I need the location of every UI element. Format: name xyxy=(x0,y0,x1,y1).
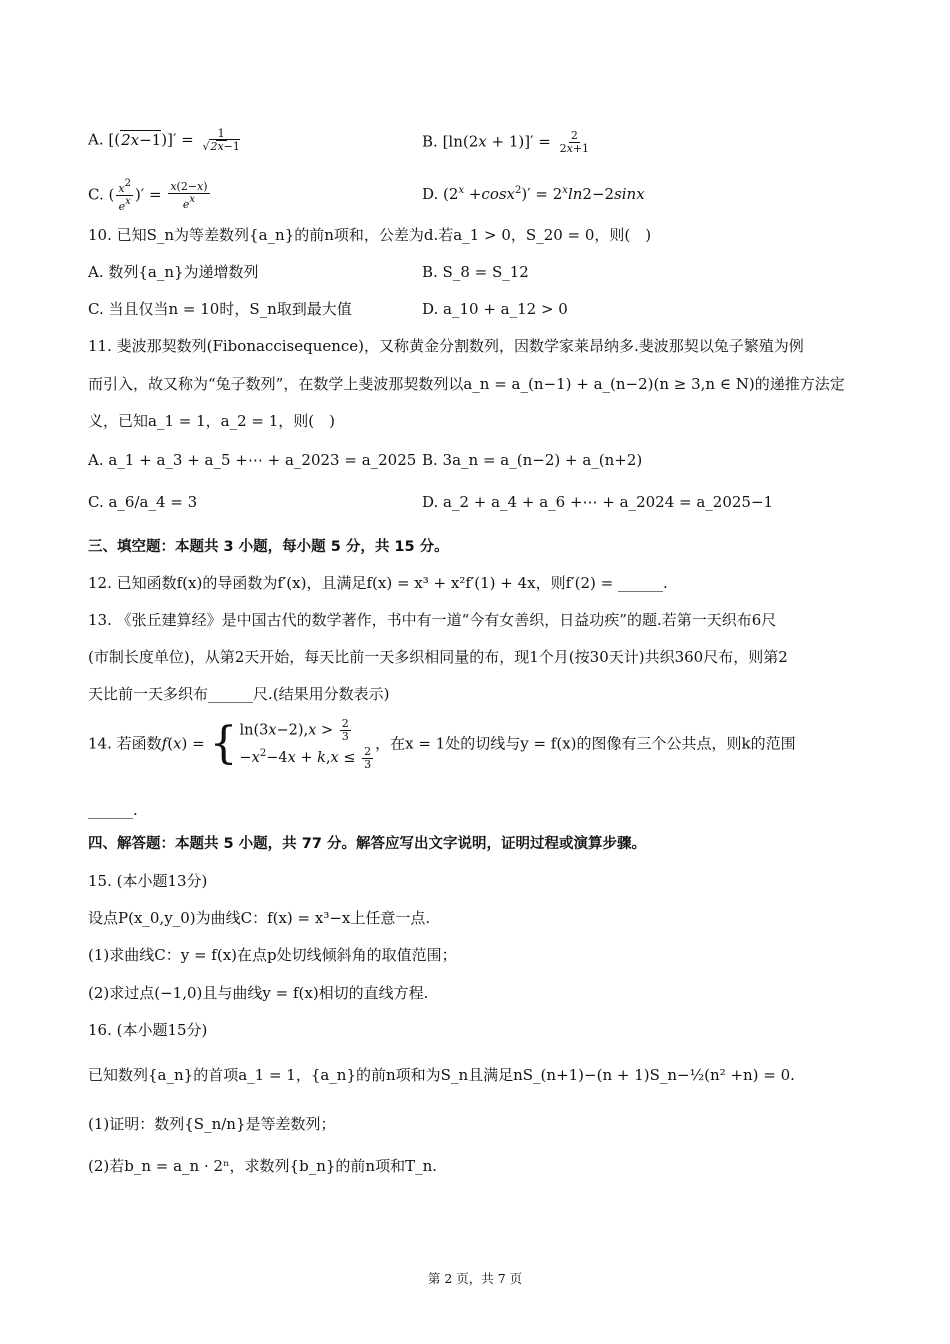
q11-line1: 11. 斐波那契数列(Fibonaccisequence)，又称黄金分割数列，因数学家莱昂纳多.斐波那契以兔子繁殖为例 xyxy=(88,337,804,355)
section4-heading: 四、解答题：本题共 5 小题，共 77 分。解答应写出文字说明，证明过程或演算步骤。 xyxy=(88,836,646,852)
q9-option-c: C. ( $\frac{x^2}{e^x}$ )′ = $\frac{x(2-x)}{e^x}$ xyxy=(88,178,208,213)
q12-text: 12. 已知函数f(x)的导函数为f′(x)，且满足f(x) = x³ + x²f′(1) + 4x，则f′(2) = ______. xyxy=(88,574,668,592)
q13-line2: (市制长度单位)，从第2天开始，每天比前一天多织相同量的布，现1个月(按30天计)共织360尺布，则第2 xyxy=(88,648,788,666)
q11-option-d: D. a_2 + a_4 + a_6 +⋯ + a_2024 = a_2025−1 xyxy=(422,493,774,511)
q14-prefix: 14. 若函数 xyxy=(88,734,162,753)
q11-option-c: C. a_6/a_4 = 3 xyxy=(88,493,198,511)
q11-line2: 而引入，故又称为“兔子数列”，在数学上斐波那契数列以a_n = a_(n−1) + a_(n−2)(n ≥ 3,n ∈ N)的递推方法定 xyxy=(88,375,845,393)
q13-line3: 天比前一天多织布______尺.(结果用分数表示) xyxy=(88,685,390,703)
q15-stem: 设点P(x_0,y_0)为曲线C：f(x) = x³−x上任意一点. xyxy=(88,909,431,927)
q15-head: 15. (本小题13分) xyxy=(88,872,208,890)
q16-part1: (1)证明：数列{S_n/n}是等差数列； xyxy=(88,1115,336,1133)
page-footer: 第 2 页，共 7 页 xyxy=(427,1271,523,1286)
q14-tail: ______. xyxy=(88,801,138,819)
q9-option-a: A. [(2x−1)]′ = $\frac{1}{√2x-1}$ xyxy=(88,127,240,153)
q16-stem: 已知数列{a_n}的首项a_1 = 1，{a_n}的前n项和为S_n且满足nS_(n+1)−(n + 1)S_n−½(n² +n) = 0. xyxy=(88,1066,795,1084)
q16-part2: (2)若b_n = a_n · 2ⁿ，求数列{b_n}的前n项和T_n. xyxy=(88,1157,437,1175)
q14-suffix: ，在x = 1处的切线与y = f(x)的图像有三个公共点，则k的范围 xyxy=(375,734,796,753)
q11-line3: 义，已知a_1 = 1，a_2 = 1，则( ) xyxy=(88,412,335,430)
q15-part1: (1)求曲线C：y = f(x)在点p处切线倾斜角的取值范围； xyxy=(88,946,457,964)
q10-option-b: B. S_8 = S_12 xyxy=(422,263,529,281)
q10-option-c: C. 当且仅当n = 10时，S_n取到最大值 xyxy=(88,300,352,318)
q14-text: 14. 若函数f(x) = { ln(3x−2),x > $\frac{2}{3}$ $-x^2-4x + k,x$ ≤ $\frac{2}{3}$ ，在x = 1处的切线与y = f(x)的图像有三个公共点，则k的范围 xyxy=(88,717,796,771)
q16-head: 16. (本小题15分) xyxy=(88,1021,208,1039)
q14-piecewise: { ln(3x−2),x > $\frac{2}{3}$ $-x^2-4x + k,x$ ≤ $\frac{2}{3}$ xyxy=(209,717,372,771)
q15-part2: (2)求过点(−1,0)且与曲线y = f(x)相切的直线方程. xyxy=(88,984,429,1002)
q10-option-a: A. 数列{a_n}为递增数列 xyxy=(88,263,259,281)
q13-line1: 13. 《张丘建算经》是中国古代的数学著作，书中有一道“今有女善织，日益功疾”的题.若第一天织布6尺 xyxy=(88,611,777,629)
section3-heading: 三、填空题：本题共 3 小题，每小题 5 分，共 15 分。 xyxy=(88,539,449,555)
q11-option-b: B. 3a_n = a_(n−2) + a_(n+2) xyxy=(422,451,643,469)
q9-option-b: B. [ln(2x + 1)]′ = $\frac{2}{2x+1}$ xyxy=(422,129,590,155)
q10-stem: 10. 已知S_n为等差数列{a_n}的前n项和，公差为d.若a_1 > 0，S_20 = 0，则( ) xyxy=(88,226,652,244)
q11-option-a: A. a_1 + a_3 + a_5 +⋯ + a_2023 = a_2025 xyxy=(88,451,417,469)
q9-option-d: D. $(2^x +\cos x^2)' = 2^x\ln 2-2\sin x$ xyxy=(422,185,645,203)
q10-option-d: D. a_10 + a_12 > 0 xyxy=(422,300,568,318)
